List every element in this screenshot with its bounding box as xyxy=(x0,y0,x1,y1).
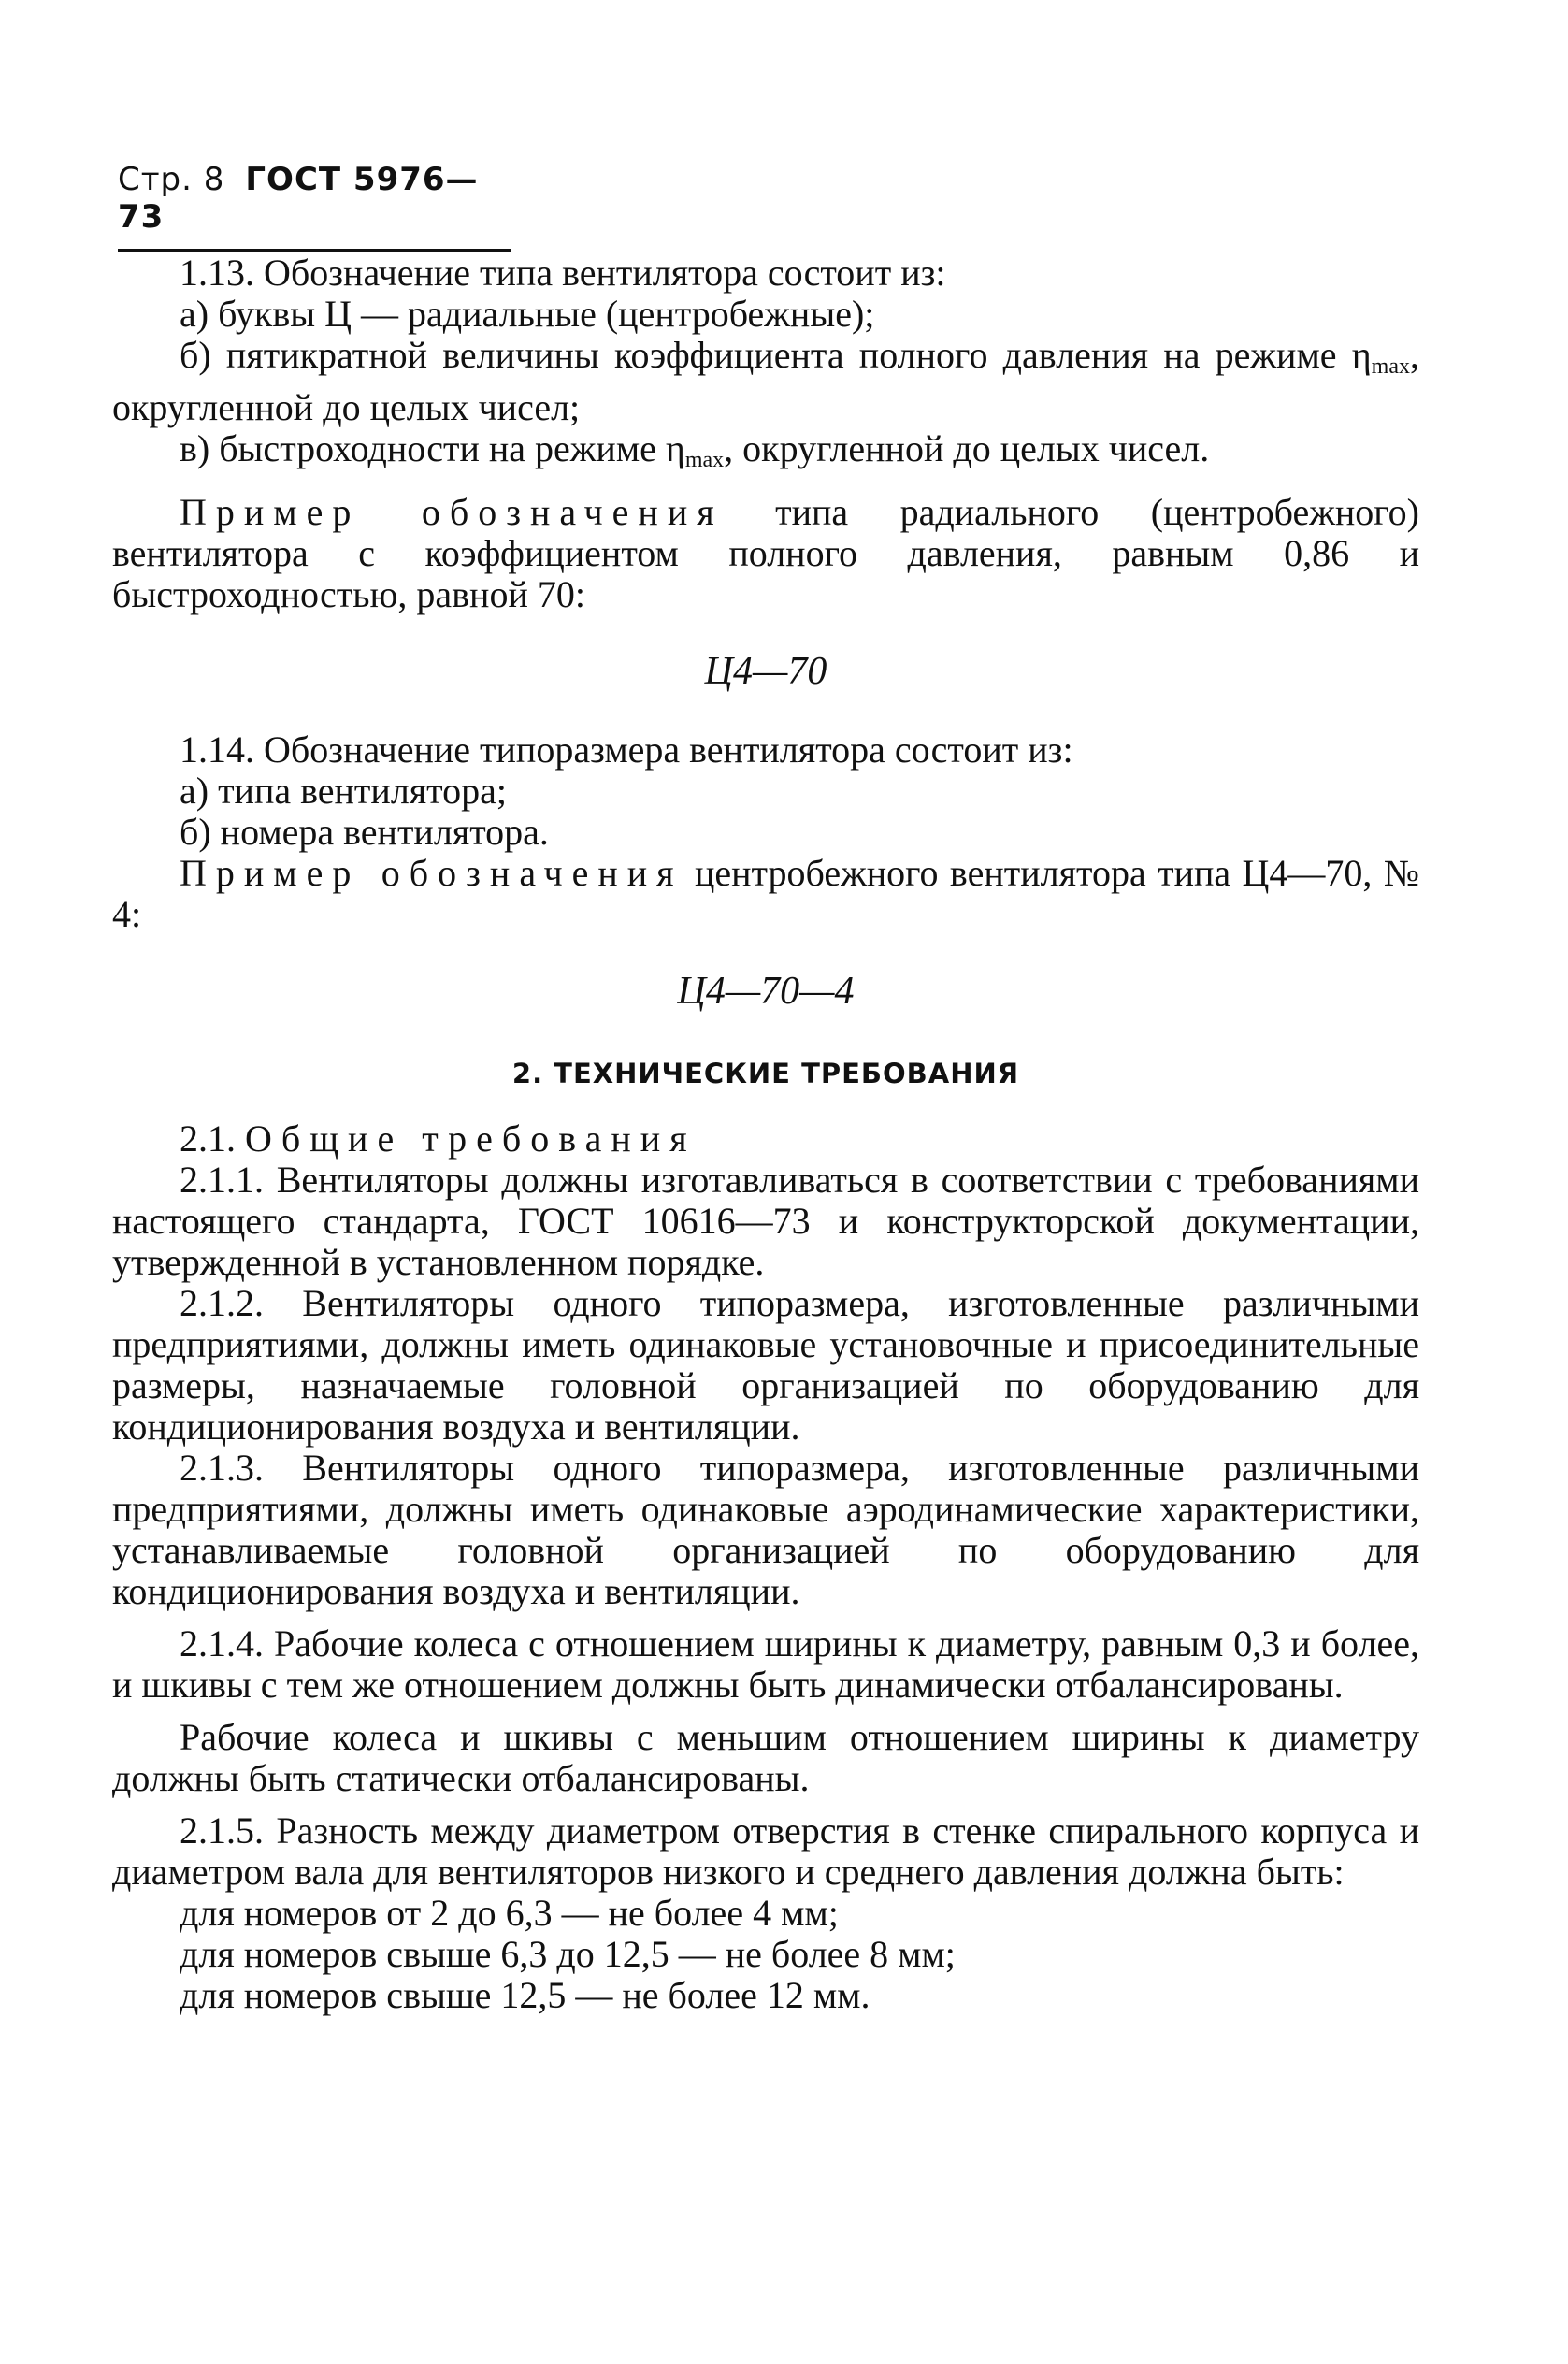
example-1-13 xyxy=(112,492,1419,615)
formula-type: Ц4—70 xyxy=(704,650,827,693)
clause-1-13-b-post: , округленной до целых чисел; xyxy=(112,334,1419,428)
eta-subscript: max xyxy=(1371,354,1410,379)
clause-2-1-2: 2.1.2. Вентиляторы одного типоразмера, изготовленные различными предприятиями, должны иметь одинаковые установочные и присоединительные размеры, назначаемые головной организацией по оборудованию для кондиционирования воздуха и вентиляции. xyxy=(112,1282,1419,1448)
clause-1-13-c xyxy=(112,428,1419,481)
page-number: Стр. 8 xyxy=(118,161,225,198)
clause-2-1-title: Общие требования xyxy=(245,1117,697,1160)
example-label: Пример обозначения xyxy=(180,852,683,894)
standard-code: ГОСТ 5976—73 xyxy=(118,161,479,236)
list-item: для номеров от 2 до 6,3 — не более 4 мм; xyxy=(180,1892,839,1934)
clause-2-1-1: 2.1.1. Вентиляторы должны изготавливаться в соответствии с требованиями настоящего стандарта, ГОСТ 10616—73 и конструкторской документации, утвержденной в установленном порядке. xyxy=(112,1159,1419,1283)
example-label: Пример обозначения xyxy=(180,491,724,533)
clause-2-1-5: 2.1.5. Разность между диаметром отверстия в стенке спирального корпуса и диаметром вала для вентиляторов низкого и среднего давления должна быть: xyxy=(112,1809,1419,1893)
page-header xyxy=(118,161,511,252)
example-1-14 xyxy=(112,853,1419,935)
clause-1-13: 1.13. Обозначение типа вентилятора состоит из: xyxy=(180,252,946,294)
clause-1-13-b-pre: б) пятикратной величины коэффициента полного давления на режиме η xyxy=(180,334,1372,376)
clause-2-1-4-b: Рабочие колеса и шкивы с меньшим отношением ширины к диаметру должны быть статически отбалансированы. xyxy=(112,1716,1419,1799)
clause-1-13-c-post: , округленной до целых чисел. xyxy=(724,427,1210,469)
example-text: центробежного вентилятора типа Ц4—70, № 4: xyxy=(112,852,1419,935)
clause-1-14: 1.14. Обозначение типоразмера вентилятора состоит из: xyxy=(180,728,1073,771)
clause-2-1 xyxy=(112,1118,1419,1160)
clause-2-1-4: 2.1.4. Рабочие колеса с отношением ширины к диаметру, равным 0,3 и более, и шкивы с тем же отношением должны быть динамически отбалансированы. xyxy=(112,1622,1419,1706)
clause-1-14-b: б) номера вентилятора. xyxy=(180,811,549,853)
clause-1-14-a: а) типа вентилятора; xyxy=(180,770,507,812)
document-body xyxy=(112,252,1419,2016)
eta-subscript: max xyxy=(684,448,725,472)
clause-1-13-c-pre: в) быстроходности на режиме η xyxy=(180,427,685,469)
clause-2-1-number: 2.1. xyxy=(180,1117,245,1160)
clause-2-1-3: 2.1.3. Вентиляторы одного типоразмера, изготовленные различными предприятиями, должны иметь одинаковые аэродинамические характеристики, устанавливаемые головной организацией по оборудованию для кондиционирования воздуха и вентиляции. xyxy=(112,1447,1419,1612)
list-item: для номеров свыше 6,3 до 12,5 — не более 8 мм; xyxy=(180,1933,956,1975)
clause-1-13-a: а) буквы Ц — радиальные (центробежные); xyxy=(180,293,875,335)
section-title: 2. ТЕХНИЧЕСКИЕ ТРЕБОВАНИЯ xyxy=(511,1058,1020,1089)
example-text: типа радиального (центробежного) вентилятора с коэффициентом полного давления, равным 0,86 и быстроходностью, равной 70: xyxy=(112,491,1419,615)
clause-1-13-b xyxy=(112,335,1419,428)
formula-size: Ц4—70—4 xyxy=(677,970,855,1013)
list-item: для номеров свыше 12,5 — не более 12 мм. xyxy=(180,1974,870,2016)
